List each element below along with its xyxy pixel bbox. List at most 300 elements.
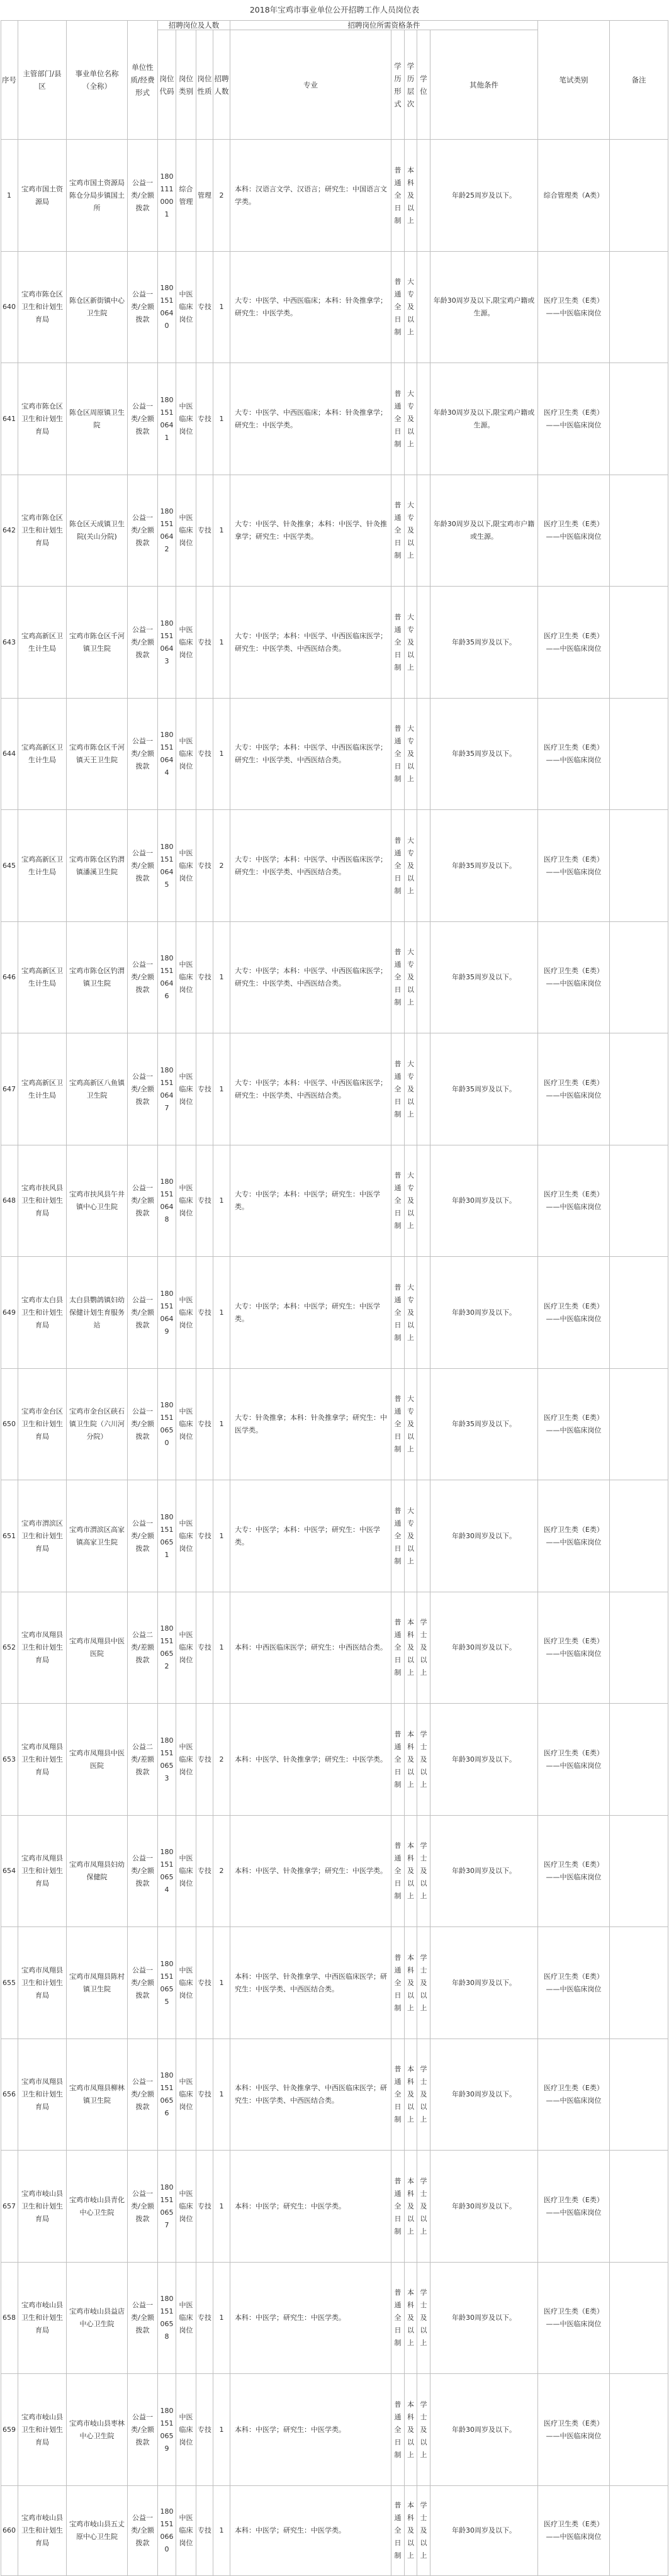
- cell-type-text: 专技: [198, 303, 211, 311]
- cell-num: [213, 1927, 230, 2039]
- cell-num: [213, 1704, 230, 1816]
- cell-dept-text: 宝鸡高新区卫生计生局: [21, 855, 63, 876]
- cell-code-text: 1801110001: [160, 172, 174, 218]
- cell-form-text: 普通全日制: [394, 1618, 402, 1677]
- cell-exam-text: 医疗卫生类（E类）——中医临床岗位: [544, 296, 604, 317]
- cell-type: [196, 922, 213, 1033]
- cell-cat-text: 中医临床岗位: [179, 1631, 193, 1664]
- cell-nature: [128, 1145, 158, 1257]
- cell-type: [196, 699, 213, 810]
- cell-num: [213, 1592, 230, 1704]
- cell-no: [1, 2374, 18, 2486]
- cell-unit-text: 宝鸡市国土资源局陈仓分局步镇国土所: [69, 178, 125, 212]
- cell-edu: [405, 1592, 417, 1704]
- cell-form: [391, 1369, 405, 1480]
- cell-no-text: 651: [3, 1531, 16, 1540]
- cell-nature-text: 公益一类/全额拨款: [131, 1407, 154, 1441]
- cell-type: [196, 2151, 213, 2263]
- cell-code: [158, 587, 176, 699]
- cell-num-text: 1: [219, 2202, 224, 2210]
- cell-dept: [18, 1257, 67, 1369]
- cell-no: [1, 1369, 18, 1480]
- cell-num-text: 1: [219, 414, 224, 423]
- cell-deg: [417, 252, 430, 363]
- cell-nature-text: 公益一类/全额拨款: [131, 1854, 154, 1887]
- cell-form: [391, 475, 405, 587]
- cell-nature-text: 公益一类/全额拨款: [131, 848, 154, 882]
- cell-num-text: 1: [219, 1978, 224, 1987]
- cell-other-text: 年龄30周岁及以下。: [452, 2526, 516, 2534]
- cell-edu: [405, 2374, 417, 2486]
- cell-code: [158, 2263, 176, 2374]
- cell-dept: [18, 363, 67, 475]
- cell-unit: [67, 2486, 128, 2576]
- cell-edu-text: 大专及以上: [407, 1059, 414, 1118]
- cell-exam-text: 医疗卫生类（E类）——中医临床岗位: [544, 967, 604, 987]
- cell-exam: [538, 1145, 610, 1257]
- cell-edu-text: 大专及以上: [407, 612, 414, 672]
- cell-num: [213, 252, 230, 363]
- cell-note: [610, 1145, 668, 1257]
- cell-nature-text: 公益一类/全额拨款: [131, 2514, 154, 2547]
- cell-type-text: 专技: [198, 1196, 211, 1205]
- cell-type: [196, 1257, 213, 1369]
- cell-unit: [67, 1927, 128, 2039]
- cell-edu-text: 本科及以上: [407, 2288, 414, 2347]
- cell-exam-text: 医疗卫生类（E类）——中医临床岗位: [544, 1972, 604, 1993]
- cell-no: [1, 1816, 18, 1927]
- cell-code-text: 1801510648: [160, 1178, 174, 1223]
- cell-exam-text: 医疗卫生类（E类）——中医临床岗位: [544, 631, 604, 653]
- cell-nature: [128, 699, 158, 810]
- cell-dept: [18, 2039, 67, 2151]
- cell-form-text: 普通全日制: [394, 1842, 402, 1900]
- cell-unit: [67, 1369, 128, 1480]
- cell-other: [430, 1145, 538, 1257]
- cell-num: [213, 1480, 230, 1592]
- cell-cat-text: 中医临床岗位: [179, 848, 193, 882]
- cell-type: [196, 1927, 213, 2039]
- cell-code-text: 1801510654: [160, 1848, 174, 1894]
- cell-code: [158, 475, 176, 587]
- cell-no-text: 646: [3, 973, 16, 981]
- cell-code-text: 1801510658: [160, 2295, 174, 2341]
- cell-major: [230, 1592, 391, 1704]
- cell-dept: [18, 587, 67, 699]
- header-major: [230, 30, 391, 140]
- cell-form: [391, 1704, 405, 1816]
- cell-form: [391, 1816, 405, 1927]
- cell-type: [196, 1033, 213, 1145]
- cell-num: [213, 1816, 230, 1927]
- cell-no-text: 641: [3, 414, 16, 423]
- cell-type: [196, 1369, 213, 1480]
- cell-major: [230, 587, 391, 699]
- cell-deg: [417, 810, 430, 922]
- cell-other: [430, 140, 538, 252]
- cell-unit: [67, 1257, 128, 1369]
- cell-dept: [18, 2151, 67, 2263]
- header-group-post: [158, 20, 230, 30]
- cell-code: [158, 140, 176, 252]
- cell-unit-text: 太白县鹦鸽镇妇幼保健计划生育服务站: [69, 1295, 125, 1329]
- cell-form: [391, 140, 405, 252]
- cell-nature-text: 公益一类/全额拨款: [131, 290, 154, 323]
- cell-cat-text: 中医临床岗位: [179, 1966, 193, 1999]
- cell-num-text: 1: [219, 1084, 224, 1093]
- cell-unit: [67, 2263, 128, 2374]
- cell-unit-text: 宝鸡市岐山县益店中心卫生院: [69, 2307, 125, 2328]
- cell-type: [196, 252, 213, 363]
- cell-edu: [405, 475, 417, 587]
- cell-dept-text: 宝鸡市岐山县卫生和计划生育局: [21, 2412, 63, 2446]
- cell-other-text: 年龄25周岁及以下。: [452, 191, 516, 200]
- cell-dept-text: 宝鸡市岐山县卫生和计划生育局: [21, 2514, 63, 2547]
- cell-cat-text: 中医临床岗位: [179, 1519, 193, 1553]
- cell-form: [391, 1480, 405, 1592]
- cell-nature-text: 公益一类/全额拨款: [131, 2189, 154, 2223]
- cell-form: [391, 2263, 405, 2374]
- cell-form-text: 普通全日制: [394, 724, 402, 783]
- cell-deg: [417, 587, 430, 699]
- cell-dept-text: 宝鸡市陈仓区卫生和计划生育局: [21, 290, 63, 323]
- cell-num-text: 1: [219, 2090, 224, 2098]
- cell-cat: [176, 1927, 196, 2039]
- cell-edu-text: 本科及以上: [407, 1730, 414, 1789]
- cell-deg-text: 学士及以上: [420, 1842, 427, 1900]
- cell-major: [230, 2486, 391, 2576]
- cell-code-text: 1801510645: [160, 842, 174, 889]
- cell-edu-text: 本科及以上: [407, 2400, 414, 2459]
- cell-dept-text: 宝鸡市凤翔县卫生和计划生育局: [21, 1966, 63, 1999]
- cell-deg-text: 学士及以上: [420, 2065, 427, 2123]
- cell-exam: [538, 1257, 610, 1369]
- cell-form-text: 普通全日制: [394, 2400, 402, 2459]
- cell-dept-text: 宝鸡高新区卫生计生局: [21, 1078, 63, 1100]
- cell-exam-text: 医疗卫生类（E类）——中医临床岗位: [544, 2307, 604, 2328]
- cell-other: [430, 1592, 538, 1704]
- cell-note: [610, 1257, 668, 1369]
- cell-unit-text: 宝鸡市渭滨区高家镇高家卫生院: [69, 1525, 125, 1546]
- cell-edu-text: 大专及以上: [407, 389, 414, 448]
- cell-unit: [67, 810, 128, 922]
- cell-nature: [128, 1480, 158, 1592]
- cell-cat: [176, 587, 196, 699]
- cell-cat-text: 中医临床岗位: [179, 1407, 193, 1441]
- header-form-text: 学历形式: [394, 61, 402, 108]
- cell-num-text: 1: [219, 303, 224, 311]
- cell-major-text: 大专：中医学；本科：中医学；研究生：中医学类。: [235, 1190, 380, 1211]
- cell-num: [213, 1257, 230, 1369]
- cell-no: [1, 1927, 18, 2039]
- cell-edu: [405, 363, 417, 475]
- cell-exam-text: 医疗卫生类（E类）——中医临床岗位: [544, 408, 604, 429]
- cell-num: [213, 2486, 230, 2576]
- cell-edu-text: 大专及以上: [407, 278, 414, 336]
- cell-unit: [67, 1704, 128, 1816]
- cell-major: [230, 1927, 391, 2039]
- cell-no: [1, 2039, 18, 2151]
- cell-form: [391, 2486, 405, 2576]
- cell-no: [1, 363, 18, 475]
- cell-code-text: 1801510653: [160, 1736, 174, 1782]
- cell-deg: [417, 1816, 430, 1927]
- cell-edu: [405, 2486, 417, 2576]
- cell-other: [430, 922, 538, 1033]
- header-dept-text: 主管部门/县区: [23, 69, 62, 91]
- cell-num: [213, 2263, 230, 2374]
- cell-edu-text: 本科及以上: [407, 1618, 414, 1677]
- cell-other: [430, 1816, 538, 1927]
- cell-exam: [538, 810, 610, 922]
- cell-code-text: 1801510650: [160, 1401, 174, 1447]
- cell-major: [230, 1145, 391, 1257]
- header-code-text: 岗位代码: [159, 74, 174, 96]
- cell-dept: [18, 1369, 67, 1480]
- cell-cat-text: 中医临床岗位: [179, 737, 193, 770]
- cell-dept-text: 宝鸡高新区卫生计生局: [21, 743, 63, 764]
- cell-code: [158, 2151, 176, 2263]
- cell-no-text: 642: [3, 526, 16, 534]
- cell-exam: [538, 1704, 610, 1816]
- cell-exam-text: 医疗卫生类（E类）——中医临床岗位: [544, 1525, 604, 1546]
- cell-unit-text: 宝鸡市凤翔县中医医院: [69, 1748, 125, 1770]
- cell-type-text: 专技: [198, 2314, 211, 2322]
- cell-form: [391, 2039, 405, 2151]
- cell-cat: [176, 2486, 196, 2576]
- cell-num-text: 1: [219, 1531, 224, 1540]
- cell-exam: [538, 1480, 610, 1592]
- cell-major-text: 本科：中医学；研究生：中医学类。: [235, 2314, 346, 2322]
- cell-note: [610, 810, 668, 922]
- cell-nature: [128, 1257, 158, 1369]
- cell-nature: [128, 363, 158, 475]
- cell-cat-text: 中医临床岗位: [179, 2189, 193, 2223]
- cell-no-text: 640: [3, 303, 16, 311]
- cell-cat: [176, 1480, 196, 1592]
- cell-form-text: 普通全日制: [394, 2065, 402, 2123]
- cell-exam-text: 医疗卫生类（E类）——中医临床岗位: [544, 1860, 604, 1881]
- cell-nature-text: 公益一类/全额拨款: [131, 402, 154, 436]
- cell-cat: [176, 1704, 196, 1816]
- cell-dept-text: 宝鸡市太白县卫生和计划生育局: [21, 1295, 63, 1329]
- cell-code: [158, 2039, 176, 2151]
- cell-edu: [405, 1927, 417, 2039]
- cell-nature: [128, 140, 158, 252]
- cell-type: [196, 2486, 213, 2576]
- cell-other: [430, 1704, 538, 1816]
- cell-cat: [176, 1592, 196, 1704]
- cell-major-text: 大专：中医学；本科：中医学、中西医临床医学；研究生：中医学类、中西医结合类。: [235, 1078, 387, 1100]
- cell-deg: [417, 1145, 430, 1257]
- cell-code: [158, 363, 176, 475]
- cell-edu: [405, 1033, 417, 1145]
- cell-note: [610, 1816, 668, 1927]
- cell-major-text: 大专：中医学、中西医临床；本科：针灸推拿学；研究生：中医学类。: [235, 408, 387, 429]
- cell-num: [213, 699, 230, 810]
- cell-num: [213, 1369, 230, 1480]
- cell-unit-text: 宝鸡市陈仓区千河镇卫生院: [69, 631, 125, 653]
- cell-unit-text: 宝鸡市陈仓区钓渭镇卫生院: [69, 967, 125, 987]
- cell-other-text: 年龄30周岁及以下,限宝鸡户籍或生源。: [433, 408, 535, 429]
- cell-code-text: 1801510652: [160, 1624, 174, 1670]
- cell-form: [391, 1033, 405, 1145]
- cell-exam: [538, 2374, 610, 2486]
- cell-edu-text: 大专及以上: [407, 836, 414, 895]
- cell-dept-text: 宝鸡市凤翔县卫生和计划生育局: [21, 1631, 63, 1664]
- cell-major: [230, 922, 391, 1033]
- cell-other-text: 年龄30周岁及以下。: [452, 2314, 516, 2322]
- cell-dept: [18, 252, 67, 363]
- cell-num: [213, 587, 230, 699]
- cell-exam-text: 医疗卫生类（E类）——中医临床岗位: [544, 855, 604, 876]
- cell-type-text: 专技: [198, 2090, 211, 2098]
- cell-nature-text: 公益一类/全额拨款: [131, 625, 154, 659]
- header-cat: [176, 30, 196, 140]
- cell-nature-text: 公益一类/全额拨款: [131, 2412, 154, 2446]
- cell-exam: [538, 363, 610, 475]
- cell-edu: [405, 1480, 417, 1592]
- cell-type-text: 专技: [198, 1978, 211, 1987]
- cell-no: [1, 699, 18, 810]
- cell-num: [213, 2039, 230, 2151]
- cell-edu: [405, 922, 417, 1033]
- cell-no-text: 1: [7, 191, 11, 200]
- cell-form-text: 普通全日制: [394, 1730, 402, 1789]
- cell-num-text: 1: [219, 1308, 224, 1317]
- header-group-cond-text: 招聘岗位所需资格条件: [347, 20, 420, 30]
- cell-major-text: 本科：中医学；研究生：中医学类。: [235, 2425, 346, 2434]
- cell-no: [1, 140, 18, 252]
- cell-form-text: 普通全日制: [394, 166, 402, 225]
- cell-cat-text: 中医临床岗位: [179, 2412, 193, 2446]
- cell-other: [430, 2039, 538, 2151]
- cell-deg-text: 学士及以上: [420, 1730, 427, 1789]
- cell-edu-text: 大专及以上: [407, 1283, 414, 1342]
- cell-nature-text: 公益二类/差额拨款: [131, 1631, 154, 1664]
- cell-major: [230, 252, 391, 363]
- cell-deg: [417, 2263, 430, 2374]
- header-group-cond: [230, 20, 538, 30]
- cell-num: [213, 2374, 230, 2486]
- cell-type: [196, 587, 213, 699]
- cell-cat: [176, 1816, 196, 1927]
- header-type: [196, 30, 213, 140]
- cell-deg: [417, 1592, 430, 1704]
- cell-cat-text: 中医临床岗位: [179, 2514, 193, 2547]
- cell-exam: [538, 475, 610, 587]
- cell-note: [610, 1033, 668, 1145]
- cell-no: [1, 1592, 18, 1704]
- cell-unit: [67, 922, 128, 1033]
- cell-cat-text: 中医临床岗位: [179, 514, 193, 547]
- cell-no-text: 653: [3, 1755, 16, 1763]
- cell-no-text: 658: [3, 2314, 16, 2322]
- cell-no: [1, 2263, 18, 2374]
- cell-nature-text: 公益一类/全额拨款: [131, 960, 154, 994]
- cell-major-text: 大专：针灸推拿；本科：针灸推拿学；研究生：中医学类。: [235, 1414, 387, 1434]
- cell-nature: [128, 922, 158, 1033]
- header-nature-text: 单位性质/经费形式: [130, 62, 155, 97]
- cell-other-text: 年龄30周岁及以下。: [452, 1308, 516, 1317]
- cell-deg: [417, 1369, 430, 1480]
- cell-unit-text: 宝鸡市凤翔县陈村镇卫生院: [69, 1972, 125, 1993]
- cell-nature-text: 公益二类/差额拨款: [131, 1742, 154, 1776]
- cell-code: [158, 1369, 176, 1480]
- cell-type: [196, 2263, 213, 2374]
- cell-code: [158, 699, 176, 810]
- cell-unit: [67, 475, 128, 587]
- cell-cat-text: 中医临床岗位: [179, 1854, 193, 1887]
- cell-dept-text: 宝鸡市金台区卫生和计划生育局: [21, 1407, 63, 1441]
- cell-code: [158, 1145, 176, 1257]
- header-edu: [405, 30, 417, 140]
- cell-form-text: 普通全日制: [394, 612, 402, 672]
- cell-type: [196, 810, 213, 922]
- cell-note: [610, 475, 668, 587]
- cell-major-text: 本科：中医学；研究生：中医学类。: [235, 2526, 346, 2534]
- cell-code-text: 1801510660: [160, 2507, 174, 2553]
- cell-other-text: 年龄35周岁及以下。: [452, 1420, 516, 1428]
- cell-exam-text: 医疗卫生类（E类）——中医临床岗位: [544, 1414, 604, 1434]
- header-edu-text: 学历层次: [407, 61, 415, 108]
- cell-cat: [176, 922, 196, 1033]
- cell-note: [610, 922, 668, 1033]
- cell-major-text: 本科：中医学、针灸推拿学；研究生：中医学类。: [235, 1755, 387, 1763]
- cell-deg: [417, 363, 430, 475]
- cell-type-text: 专技: [198, 526, 211, 534]
- cell-other: [430, 1257, 538, 1369]
- cell-note: [610, 1592, 668, 1704]
- cell-no: [1, 1145, 18, 1257]
- cell-type: [196, 1816, 213, 1927]
- header-num-text: 招聘人数: [214, 74, 229, 96]
- cell-form: [391, 1145, 405, 1257]
- cell-major: [230, 2374, 391, 2486]
- cell-edu: [405, 252, 417, 363]
- cell-note: [610, 2151, 668, 2263]
- cell-note: [610, 587, 668, 699]
- cell-cat-text: 中医临床岗位: [179, 960, 193, 994]
- cell-type: [196, 1704, 213, 1816]
- cell-major: [230, 475, 391, 587]
- cell-no: [1, 475, 18, 587]
- cell-note: [610, 699, 668, 810]
- cell-deg-text: 学士及以上: [420, 2288, 427, 2347]
- cell-no-text: 645: [3, 861, 16, 870]
- cell-major-text: 大专：中医学；本科：中医学、中西医临床医学；研究生：中医学类、中西医结合类。: [235, 855, 387, 876]
- cell-type-text: 专技: [198, 973, 211, 981]
- cell-type-text: 专技: [198, 750, 211, 758]
- cell-no: [1, 922, 18, 1033]
- cell-nature: [128, 2374, 158, 2486]
- cell-type: [196, 2374, 213, 2486]
- header-major-text: 专业: [303, 80, 318, 89]
- cell-nature: [128, 252, 158, 363]
- cell-form: [391, 1927, 405, 2039]
- cell-dept: [18, 475, 67, 587]
- cell-unit-text: 陈仓区周原镇卫生院: [69, 408, 125, 429]
- cell-num-text: 2: [219, 1867, 224, 1875]
- cell-no: [1, 810, 18, 922]
- cell-num-text: 1: [219, 2425, 224, 2434]
- cell-code: [158, 1480, 176, 1592]
- header-other-text: 其他条件: [469, 80, 498, 89]
- cell-dept: [18, 140, 67, 252]
- cell-dept-text: 宝鸡高新区卫生计生局: [21, 631, 63, 653]
- cell-cat: [176, 363, 196, 475]
- cell-edu: [405, 1704, 417, 1816]
